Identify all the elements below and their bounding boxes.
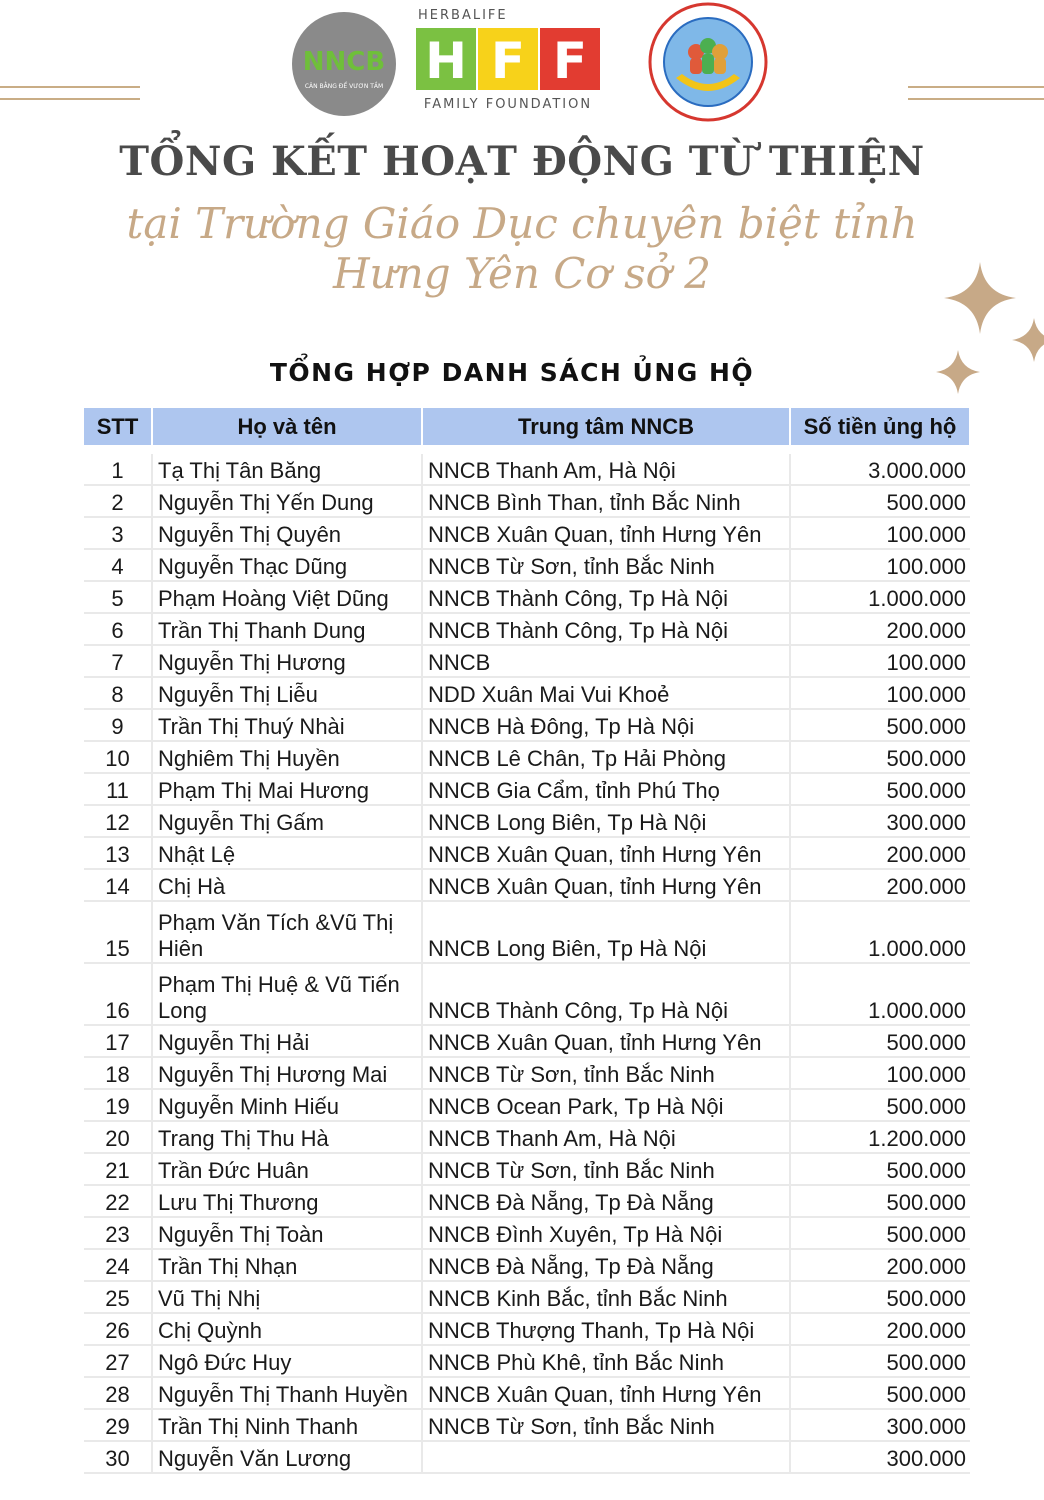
row-name: Nguyễn Văn Lương (152, 1441, 422, 1473)
table-row (84, 517, 970, 549)
row-stt: 25 (84, 1281, 152, 1313)
row-name: Nguyễn Thị Liễu (152, 677, 422, 709)
row-amount: 200.000 (790, 837, 970, 869)
row-name: Nguyễn Thị Toàn (152, 1217, 422, 1249)
table-row (84, 1281, 970, 1313)
table-row (84, 963, 970, 1025)
right-decor-line-top (908, 86, 1044, 88)
row-stt: 14 (84, 869, 152, 901)
hff-logo-letters (412, 26, 604, 92)
row-name: Nguyễn Thị Gấm (152, 805, 422, 837)
row-amount: 500.000 (790, 1185, 970, 1217)
row-center: NNCB Long Biên, Tp Hà Nội (422, 805, 790, 837)
nncb-logo-tagline: CÂN BẰNG ĐỂ VƯƠN TẦM (304, 83, 384, 90)
row-center: NNCB Kinh Bắc, tỉnh Bắc Ninh (422, 1281, 790, 1313)
row-amount: 100.000 (790, 517, 970, 549)
table-row (84, 581, 970, 613)
row-center: NNCB Phù Khê, tỉnh Bắc Ninh (422, 1345, 790, 1377)
row-stt: 8 (84, 677, 152, 709)
row-stt: 1 (84, 454, 152, 485)
row-name: Nguyễn Thị Yến Dung (152, 485, 422, 517)
row-center: NNCB Từ Sơn, tỉnh Bắc Ninh (422, 1153, 790, 1185)
row-stt: 27 (84, 1345, 152, 1377)
row-center: NNCB Xuân Quan, tỉnh Hưng Yên (422, 1377, 790, 1409)
row-stt: 7 (84, 645, 152, 677)
row-name: Trần Thị Ninh Thanh (152, 1409, 422, 1441)
nncb-logo (290, 10, 398, 118)
row-amount: 500.000 (790, 1217, 970, 1249)
right-decor-line-bottom (908, 98, 1044, 100)
row-name: Lưu Thị Thương (152, 1185, 422, 1217)
table-row (84, 645, 970, 677)
table-row (84, 454, 970, 485)
row-stt: 26 (84, 1313, 152, 1345)
row-center: NNCB Đình Xuyên, Tp Hà Nội (422, 1217, 790, 1249)
row-amount: 200.000 (790, 869, 970, 901)
row-stt: 9 (84, 709, 152, 741)
table-header-row (84, 408, 970, 445)
row-center: NNCB Thanh Am, Hà Nội (422, 454, 790, 485)
row-name: Nguyễn Thị Thanh Huyền (152, 1377, 422, 1409)
nncb-logo-text: NNCB (302, 47, 386, 77)
row-name: Nguyễn Thị Hương (152, 645, 422, 677)
row-stt: 16 (84, 963, 152, 1025)
table-row (84, 837, 970, 869)
table-spacer-row (84, 445, 970, 454)
row-stt: 2 (84, 485, 152, 517)
row-name: Tạ Thị Tân Băng (152, 454, 422, 485)
row-amount: 1.000.000 (790, 581, 970, 613)
hff-logo-bottom-text: FAMILY FOUNDATION (423, 97, 593, 112)
subtitle-line-2: Hưng Yên Cơ sở 2 (333, 249, 711, 298)
row-name: Chị Hà (152, 869, 422, 901)
svg-text:H: H (425, 32, 467, 90)
row-amount: 200.000 (790, 1249, 970, 1281)
row-name: Nguyễn Thạc Dũng (152, 549, 422, 581)
table-row (84, 709, 970, 741)
row-name: Trang Thị Thu Hà (152, 1121, 422, 1153)
row-stt: 21 (84, 1153, 152, 1185)
table-row (84, 549, 970, 581)
row-center: NNCB Gia Cẩm, tỉnh Phú Thọ (422, 773, 790, 805)
row-stt: 3 (84, 517, 152, 549)
row-stt: 17 (84, 1025, 152, 1057)
row-stt: 10 (84, 741, 152, 773)
row-name: Phạm Hoàng Việt Dũng (152, 581, 422, 613)
header-stt: STT (84, 408, 152, 445)
row-name: Trần Thị Thanh Dung (152, 613, 422, 645)
row-center: NNCB Bình Than, tỉnh Bắc Ninh (422, 485, 790, 517)
row-amount: 500.000 (790, 1153, 970, 1185)
row-name: Trần Thị Nhạn (152, 1249, 422, 1281)
table-row (84, 1185, 970, 1217)
table-row (84, 1313, 970, 1345)
row-stt: 6 (84, 613, 152, 645)
section-title: TỔNG HỢP DANH SÁCH ỦNG HỘ (269, 358, 755, 387)
row-center: NNCB Thành Công, Tp Hà Nội (422, 581, 790, 613)
row-center (422, 1441, 790, 1473)
row-amount: 1.000.000 (790, 901, 970, 963)
row-stt: 30 (84, 1441, 152, 1473)
row-stt: 18 (84, 1057, 152, 1089)
table-row (84, 1217, 970, 1249)
table-row (84, 485, 970, 517)
row-stt: 29 (84, 1409, 152, 1441)
row-amount: 100.000 (790, 677, 970, 709)
sparkle-right-icon (1012, 318, 1044, 362)
row-stt: 4 (84, 549, 152, 581)
table-row (84, 805, 970, 837)
row-center: NNCB Ocean Park, Tp Hà Nội (422, 1089, 790, 1121)
table-row (84, 1249, 970, 1281)
row-amount: 300.000 (790, 805, 970, 837)
table-row (84, 1121, 970, 1153)
row-name: Trần Thị Thuý Nhài (152, 709, 422, 741)
svg-text:F: F (490, 32, 526, 90)
row-stt: 23 (84, 1217, 152, 1249)
row-stt: 20 (84, 1121, 152, 1153)
row-amount: 1.000.000 (790, 963, 970, 1025)
row-name: Nguyễn Thị Hải (152, 1025, 422, 1057)
row-amount: 3.000.000 (790, 454, 970, 485)
row-stt: 11 (84, 773, 152, 805)
row-stt: 15 (84, 901, 152, 963)
row-name: Phạm Thị Huệ & Vũ Tiến Long (152, 963, 422, 1025)
row-center: NNCB Đà Nẵng, Tp Đà Nẵng (422, 1249, 790, 1281)
row-name: Ngô Đức Huy (152, 1345, 422, 1377)
row-name: Phạm Thị Mai Hương (152, 773, 422, 805)
row-center: NNCB Xuân Quan, tỉnh Hưng Yên (422, 837, 790, 869)
table-row (84, 1089, 970, 1121)
row-amount: 300.000 (790, 1441, 970, 1473)
row-amount: 300.000 (790, 1409, 970, 1441)
header-center: Trung tâm NNCB (422, 408, 790, 445)
hff-logo (412, 8, 604, 112)
row-center: NNCB Đà Nẵng, Tp Đà Nẵng (422, 1185, 790, 1217)
subtitle-line-1: tại Trường Giáo Dục chuyên biệt tỉnh (126, 199, 918, 248)
row-stt: 13 (84, 837, 152, 869)
row-amount: 500.000 (790, 773, 970, 805)
row-stt: 24 (84, 1249, 152, 1281)
row-amount: 500.000 (790, 1025, 970, 1057)
hff-logo-top-text: HERBALIFE (418, 8, 508, 23)
row-amount: 100.000 (790, 549, 970, 581)
row-center: NNCB Thanh Am, Hà Nội (422, 1121, 790, 1153)
header-amount: Số tiền ủng hộ (790, 408, 970, 445)
header-name: Họ và tên (152, 408, 422, 445)
row-center: NNCB Xuân Quan, tỉnh Hưng Yên (422, 1025, 790, 1057)
row-amount: 500.000 (790, 1281, 970, 1313)
table-row (84, 1409, 970, 1441)
table-row (84, 1441, 970, 1473)
row-name: Chị Quỳnh (152, 1313, 422, 1345)
row-center: NNCB Từ Sơn, tỉnh Bắc Ninh (422, 1409, 790, 1441)
row-amount: 200.000 (790, 1313, 970, 1345)
table-row (84, 1025, 970, 1057)
row-stt: 22 (84, 1185, 152, 1217)
table-row (84, 869, 970, 901)
donor-table (84, 408, 971, 1474)
left-decor-line-bottom (0, 98, 140, 100)
row-center: NNCB Thượng Thanh, Tp Hà Nội (422, 1313, 790, 1345)
row-amount: 100.000 (790, 1057, 970, 1089)
row-name: Nguyễn Minh Hiếu (152, 1089, 422, 1121)
row-center: NNCB Từ Sơn, tỉnh Bắc Ninh (422, 549, 790, 581)
row-amount: 200.000 (790, 613, 970, 645)
donor-table-body (84, 445, 970, 1473)
row-center: NDD Xuân Mai Vui Khoẻ (422, 677, 790, 709)
row-center: NNCB Từ Sơn, tỉnh Bắc Ninh (422, 1057, 790, 1089)
sparkle-large-icon (944, 262, 1016, 334)
table-row (84, 773, 970, 805)
table-row (84, 1153, 970, 1185)
row-amount: 500.000 (790, 1089, 970, 1121)
row-amount: 500.000 (790, 741, 970, 773)
table-row (84, 1057, 970, 1089)
row-amount: 500.000 (790, 1345, 970, 1377)
page-title: TỔNG KẾT HOẠT ĐỘNG TỪ THIỆN (119, 138, 925, 185)
row-name: Nghiêm Thị Huyền (152, 741, 422, 773)
row-amount: 100.000 (790, 645, 970, 677)
table-row (84, 741, 970, 773)
table-row (84, 1345, 970, 1377)
row-center: NNCB Hà Đông, Tp Hà Nội (422, 709, 790, 741)
row-name: Vũ Thị Nhị (152, 1281, 422, 1313)
row-amount: 500.000 (790, 1377, 970, 1409)
row-stt: 12 (84, 805, 152, 837)
row-stt: 28 (84, 1377, 152, 1409)
table-row (84, 901, 970, 963)
row-name: Nguyễn Thị Quyên (152, 517, 422, 549)
row-name: Trần Đức Huân (152, 1153, 422, 1185)
left-decor-line-top (0, 86, 140, 88)
row-center: NNCB (422, 645, 790, 677)
table-row (84, 1377, 970, 1409)
row-center: NNCB Lê Chân, Tp Hải Phòng (422, 741, 790, 773)
row-stt: 5 (84, 581, 152, 613)
row-name: Nguyễn Thị Hương Mai (152, 1057, 422, 1089)
row-center: NNCB Thành Công, Tp Hà Nội (422, 613, 790, 645)
row-name: Phạm Văn Tích &Vũ Thị Hiên (152, 901, 422, 963)
row-center: NNCB Long Biên, Tp Hà Nội (422, 901, 790, 963)
row-amount: 500.000 (790, 485, 970, 517)
svg-text:F: F (552, 32, 588, 90)
school-emblem-logo (646, 0, 770, 124)
table-row (84, 613, 970, 645)
row-center: NNCB Xuân Quan, tỉnh Hưng Yên (422, 517, 790, 549)
row-name: Nhật Lệ (152, 837, 422, 869)
table-row (84, 677, 970, 709)
row-center: NNCB Xuân Quan, tỉnh Hưng Yên (422, 869, 790, 901)
row-amount: 500.000 (790, 709, 970, 741)
row-amount: 1.200.000 (790, 1121, 970, 1153)
row-stt: 19 (84, 1089, 152, 1121)
row-center: NNCB Thành Công, Tp Hà Nội (422, 963, 790, 1025)
